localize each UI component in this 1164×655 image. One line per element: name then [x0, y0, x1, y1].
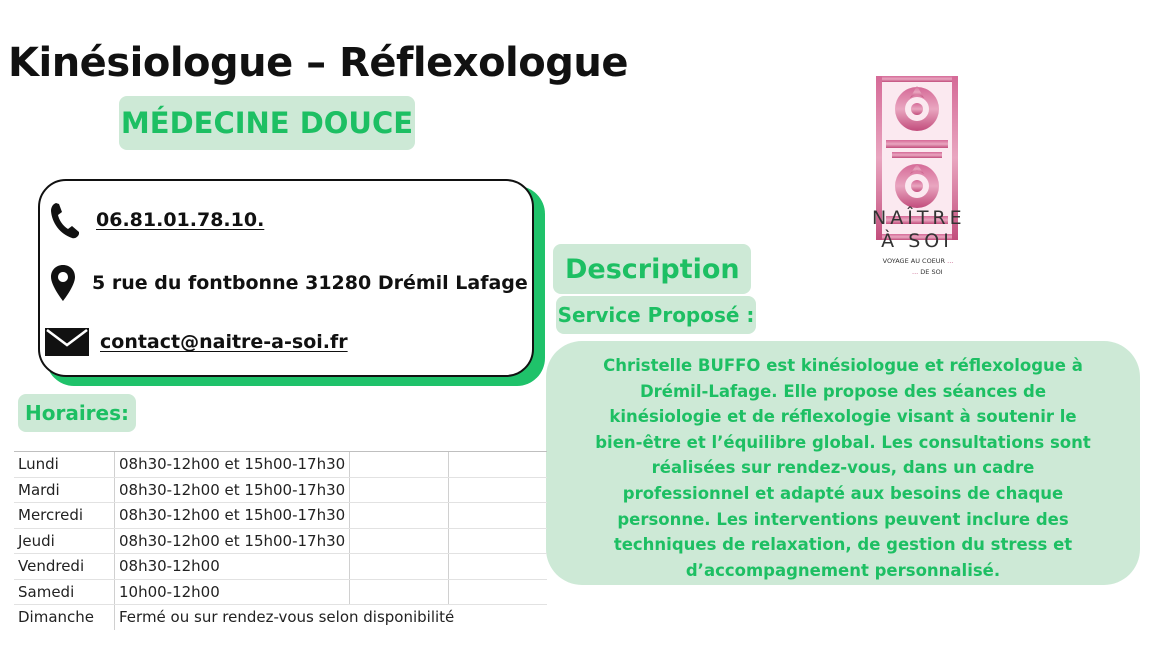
hours-time: 08h30-12h00 et 15h00-17h30	[115, 528, 350, 554]
hours-empty-cell	[350, 477, 449, 503]
phone-icon	[48, 200, 82, 240]
hours-row	[14, 554, 547, 580]
hours-row	[14, 452, 547, 478]
logo-line1: NAÎTRE	[872, 207, 966, 229]
hours-time: 08h30-12h00 et 15h00-17h30	[115, 477, 350, 503]
hours-row	[14, 579, 547, 605]
hours-row	[14, 605, 547, 630]
service-label: Service Proposé :	[556, 296, 756, 334]
hours-empty-cell	[350, 528, 449, 554]
hours-empty-cell	[449, 554, 548, 580]
email-link[interactable]: contact@naitre-a-soi.fr	[100, 331, 348, 353]
hours-empty-cell	[449, 452, 548, 478]
email-row[interactable]	[44, 325, 348, 359]
logo-tagline1: VOYAGE AU COEUR ...	[882, 257, 954, 265]
hours-day: Mardi	[14, 477, 115, 503]
hours-day: Vendredi	[14, 554, 115, 580]
description-text: Christelle BUFFO est kinésiologue et réflexologue à Drémil-Lafage. Elle propose des séances de kinésiologie et de réflexologie visant à soutenir le bien-être et l’équilibre global. Les consultations sont réalisées sur rendez-vous, dans un cadre professionnel et adapté aux besoins de chaque personne. Les interventions peuvent inclure des techniques de relaxation, de gestion du stress et d’accompagnement personnalisé.	[546, 341, 1140, 585]
hours-empty-cell	[449, 477, 548, 503]
hours-empty-cell	[350, 503, 449, 529]
hours-time: 08h30-12h00 et 15h00-17h30	[115, 452, 350, 478]
address-row	[48, 263, 528, 303]
hours-empty-cell	[350, 579, 449, 605]
hours-empty-cell	[350, 554, 449, 580]
hours-row	[14, 503, 547, 529]
hours-time: Fermé ou sur rendez-vous selon disponibilité	[115, 605, 548, 630]
hours-table	[14, 451, 547, 630]
description-heading: Description	[553, 244, 751, 294]
hours-empty-cell	[449, 528, 548, 554]
logo-tagline2: ... DE SOI	[912, 268, 943, 276]
hours-day: Mercredi	[14, 503, 115, 529]
hours-empty-cell	[449, 503, 548, 529]
envelope-icon	[44, 325, 90, 359]
page-title: Kinésiologue – Réflexologue	[8, 40, 628, 86]
hours-time: 10h00-12h00	[115, 579, 350, 605]
hours-day: Samedi	[14, 579, 115, 605]
phone-row[interactable]	[48, 200, 264, 240]
hours-empty-cell	[449, 579, 548, 605]
phone-number-link[interactable]: 06.81.01.78.10.	[96, 209, 265, 231]
hours-day: Jeudi	[14, 528, 115, 554]
hours-row	[14, 528, 547, 554]
hours-time: 08h30-12h00 et 15h00-17h30	[115, 503, 350, 529]
hours-row	[14, 477, 547, 503]
category-badge: MÉDECINE DOUCE	[119, 96, 415, 150]
logo-line2: À SOI	[881, 230, 953, 252]
hours-empty-cell	[350, 452, 449, 478]
hours-day: Dimanche	[18, 608, 95, 627]
address-text: 5 rue du fontbonne 31280 Drémil Lafage	[92, 272, 528, 294]
location-pin-icon	[48, 263, 78, 303]
hours-heading: Horaires:	[18, 394, 136, 432]
hours-day: Lundi	[14, 452, 115, 478]
hours-time: 08h30-12h00	[115, 554, 350, 580]
